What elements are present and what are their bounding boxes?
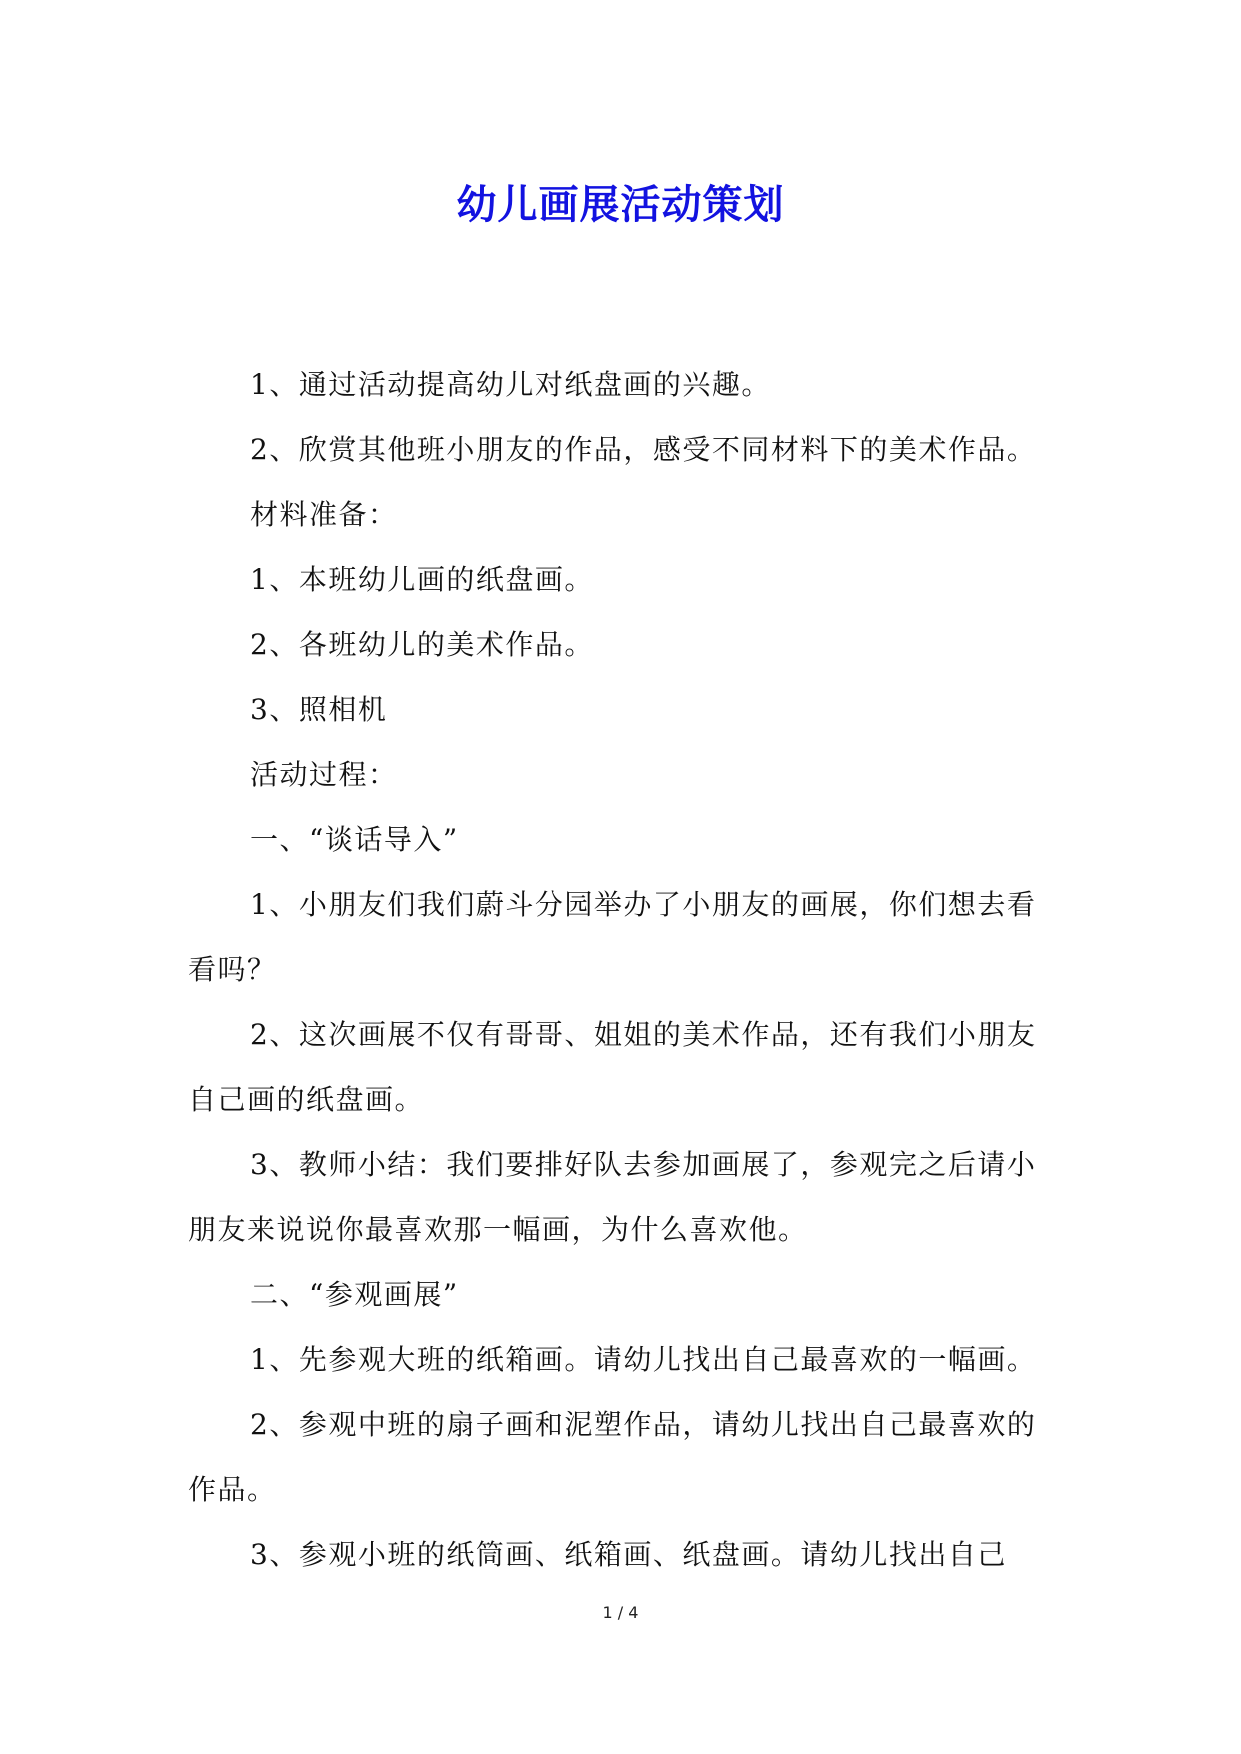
document-body xyxy=(188,352,1058,1587)
paragraph: 2、这次画展不仅有哥哥、姐姐的美术作品，还有我们小朋友自己画的纸盘画。 xyxy=(188,1018,1037,1116)
section-heading: 活动过程： xyxy=(250,758,398,791)
paragraph: 1、通过活动提高幼儿对纸盘画的兴趣。 xyxy=(250,368,771,401)
paragraph: 2、各班幼儿的美术作品。 xyxy=(250,628,594,661)
paragraph: 3、照相机 xyxy=(250,693,388,726)
paragraph: 1、先参观大班的纸箱画。请幼儿找出自己最喜欢的一幅画。 xyxy=(250,1343,1037,1376)
paragraph: 3、教师小结：我们要排好队去参加画展了，参观完之后请小朋友来说说你最喜欢那一幅画，为什么喜欢他。 xyxy=(188,1148,1037,1246)
section-heading: 二、“参观画展” xyxy=(250,1278,459,1311)
paragraph: 1、小朋友们我们蔚斗分园举办了小朋友的画展，你们想去看看吗？ xyxy=(188,888,1037,986)
page-number: 1 / 4 xyxy=(602,1603,639,1622)
paragraph: 2、欣赏其他班小朋友的作品，感受不同材料下的美术作品。 xyxy=(250,433,1037,466)
paragraph: 1、本班幼儿画的纸盘画。 xyxy=(250,563,594,596)
section-heading: 一、“谈话导入” xyxy=(250,823,459,856)
paragraph: 2、参观中班的扇子画和泥塑作品，请幼儿找出自己最喜欢的作品。 xyxy=(188,1408,1037,1506)
paragraph: 3、参观小班的纸筒画、纸箱画、纸盘画。请幼儿找出自己 xyxy=(250,1538,1007,1571)
section-heading: 材料准备： xyxy=(250,498,398,531)
document-title: 幼儿画展活动策划 xyxy=(456,180,785,228)
